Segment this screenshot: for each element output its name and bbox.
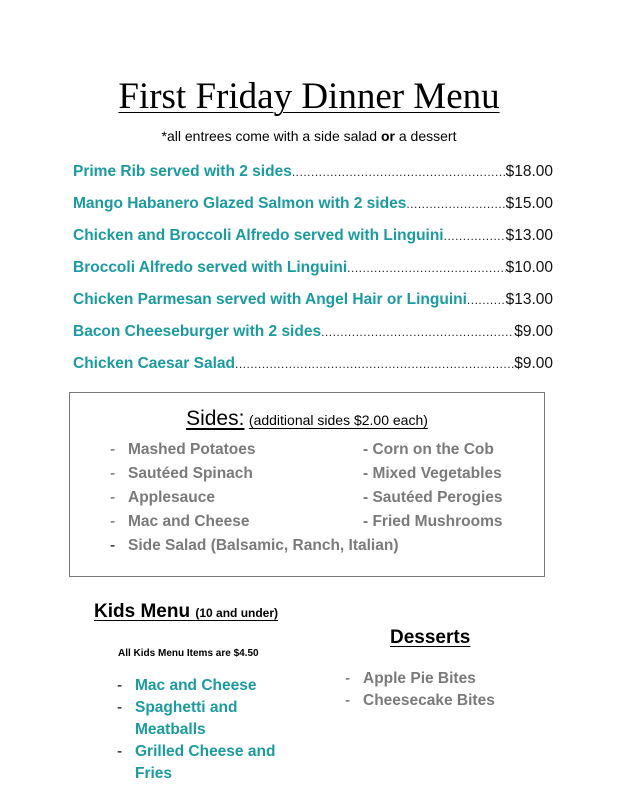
entree-item [73, 220, 553, 252]
kids-item-label: Grilled Cheese and Fries [135, 743, 276, 782]
dessert-item [345, 668, 495, 690]
dash-bullet: - [345, 692, 351, 709]
side-label: Mac and Cheese [128, 513, 250, 530]
side-item [110, 441, 255, 459]
dash-bullet: - [110, 441, 116, 458]
dash-bullet: - [345, 670, 351, 687]
dessert-label: Apple Pie Bites [363, 670, 476, 687]
side-item [110, 537, 398, 555]
entree-price: $10.00 [505, 259, 553, 276]
entree-name: Chicken Caesar Salad [73, 355, 235, 372]
entree-name: Chicken and Broccoli Alfredo served with Linguini [73, 227, 444, 244]
entree-item [73, 348, 553, 380]
entree-price: $13.00 [505, 227, 553, 244]
entree-name: Prime Rib served with 2 sides [73, 163, 292, 180]
dessert-item [345, 690, 495, 712]
entree-note-or: or [380, 128, 395, 144]
kids-menu-item [117, 675, 307, 697]
entree-item [73, 252, 553, 284]
entree-item [73, 316, 553, 348]
entree-price: $9.00 [514, 355, 553, 372]
entree-item [73, 284, 553, 316]
dot-leader [444, 229, 506, 243]
entree-price: $15.00 [505, 195, 553, 212]
entree-note [0, 128, 618, 144]
page-title: First Friday Dinner Menu [118, 76, 500, 117]
dot-leader [347, 261, 505, 275]
entree-price: $18.00 [505, 163, 553, 180]
entree-name: Bacon Cheeseburger with 2 sides [73, 323, 322, 340]
dot-leader [406, 197, 505, 211]
entree-price: $13.00 [505, 291, 553, 308]
side-item: - Mixed Vegetables [363, 465, 502, 482]
side-label: Side Salad (Balsamic, Ranch, Italian) [128, 537, 399, 554]
kids-menu-item [117, 741, 307, 785]
side-item [110, 513, 249, 531]
side-label: Applesauce [128, 489, 216, 506]
kids-item-label: Spaghetti and Meatballs [135, 699, 238, 738]
kids-menu-age-note: (10 and under) [195, 606, 279, 620]
dash-bullet: - [110, 489, 116, 506]
dash-bullet: - [110, 513, 116, 530]
entree-name: Mango Habanero Glazed Salmon with 2 sides [73, 195, 407, 212]
dot-leader [235, 357, 514, 371]
kids-item-label: Mac and Cheese [135, 677, 257, 694]
entree-name: Broccoli Alfredo served with Linguini [73, 259, 348, 276]
entree-item [73, 188, 553, 220]
dash-bullet: - [117, 743, 123, 760]
entree-list [73, 156, 553, 380]
side-item: - Corn on the Cob [363, 441, 494, 458]
sides-box [69, 392, 545, 577]
kids-menu-price-note: All Kids Menu Items are $4.50 [118, 648, 259, 659]
kids-menu-item [117, 697, 307, 741]
dash-bullet: - [117, 699, 123, 716]
dash-bullet: - [117, 677, 123, 694]
entree-note-after: a dessert [394, 128, 457, 144]
side-label: Mashed Potatoes [128, 441, 256, 458]
entree-name: Chicken Parmesan served with Angel Hair or Linguini [73, 291, 467, 308]
dash-bullet: - [110, 537, 116, 554]
sides-title: Sides: [186, 407, 245, 430]
desserts-list [345, 668, 495, 712]
kids-menu-heading [94, 601, 278, 623]
dot-leader [467, 293, 506, 307]
entree-item [73, 156, 553, 188]
side-item: - Fried Mushrooms [363, 513, 503, 530]
side-label: Sautéed Spinach [128, 465, 253, 482]
kids-menu-title: Kids Menu [94, 601, 191, 622]
dot-leader [292, 165, 506, 179]
dot-leader [321, 325, 514, 339]
kids-menu-list [117, 675, 307, 785]
side-item [110, 465, 253, 483]
sides-heading [70, 407, 544, 431]
sides-price-note: (additional sides $2.00 each) [248, 412, 428, 428]
dessert-label: Cheesecake Bites [363, 692, 495, 709]
side-item [110, 489, 215, 507]
desserts-heading: Desserts [390, 627, 471, 648]
side-item: - Sautéed Perogies [363, 489, 503, 506]
dash-bullet: - [110, 465, 116, 482]
entree-note-before: *all entrees come with a side salad [161, 128, 381, 144]
entree-price: $9.00 [514, 323, 553, 340]
